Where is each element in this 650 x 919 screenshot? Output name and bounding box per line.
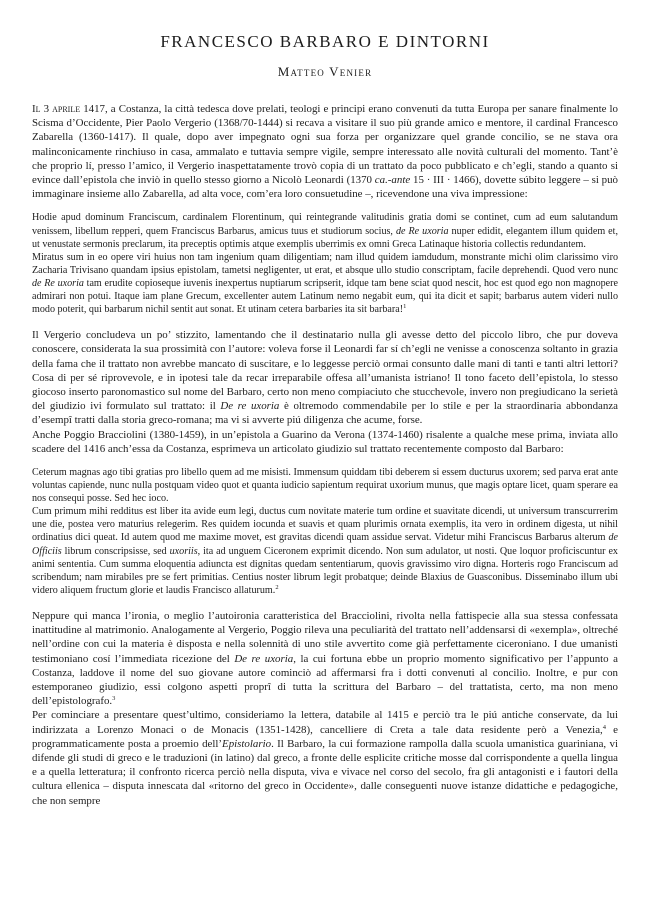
footnote-ref-4[interactable]: 4: [602, 723, 606, 731]
paragraph-1-lead: Il 3 aprile 1417: [32, 103, 105, 115]
quotation-4: Cum primum mihi redditus est liber ita avide eum legi, ductus cum novitate materie tum ordine et suavitate dicendi, ut universum transcurrerim une die, postea vero maturius relegerim. Res quidem iocunda et suavis et quam plurimis ornata exemplis, ita vero in ordinem digesta, ut nihil ordinatius dici queat. Id autem quod me maxime movet, est gravitas dicendi quam assidue servat. Videtur mihi Franciscus Barbarus alterum de Officiis librum conscripsisse, sed uxoriis, ita ad unguem Ciceronem exprimit dicendo. Non sum adulator, ut nosti. Que loquor proficiscuntur ex animi sententia. Cum summa eloquentia adiuncta est dignitas quedam sententiarum, quovis gravissimo viro digna. Horteris rogo Franciscum ad scribendum; nam mirabiles pre se fert primitias. Centius noster librum legit probatque; deinde Blaxius de Guasconibus. Disseminabo illum ubi videro aliquem fructum glorie et laudis Francisco allaturum.$^2$: [32, 506, 618, 596]
quotation-3: Ceterum magnas ago tibi gratias pro libello quem ad me misisti. Immensum quiddam tibi deberem si essem ducturus uxorem; sed parva erat ante voluntas capiende, nunc nulla postquam video quot et quanta iudicio sapientum requirat uxorium munus, que magis optare licet, quam sperare ea nos consequi posse. Sed hec ioco.: [32, 467, 618, 505]
author-name: Matteo Venier: [277, 64, 373, 79]
paragraph-2: Il Vergerio concludeva un po’ stizzito, lamentando che il destinatario nulla gli avesse detto del piccolo libro, che pur doveva conoscere, considerata la sua prossimità con l’autore: voleva forse il Leonardi far sí ch’egli ne venisse a conoscenza soltanto in grazia della fama che il trattato non avrebbe mancato di suscitare, e lo leggesse perciò ormai consunto dalle mani di tanti e tanti altri lettori? Cosa di per sé riprovevole, e in ipotesi tale da recar irreparabile offesa all’umanista istriano! Il tono faceto dell’epistola, lo stesso giocoso inserto paronomastico sul nome del Barbaro, certo non meno compiaciuto che stucchevole, invero non pregiudicano la serietà del giudizio ivi formulato sul trattato: il De re uxoria è oltremodo commendabile per lo stile e per la straordinaria abbondanza d’esempî tratti dalla storia greco-romana; ma vi si avverte piú diligenza che acume, forse.: [32, 329, 618, 427]
paragraph-5: Per cominciare a presentare quest’ultimo, consideriamo la lettera, databile al 1415 e perciò tra le piú antiche conservate, da lui indirizzata a Lorenzo Monaci o de Monacis (1351-1428), cancelliere di Creta a tale data residente però a Venezia,$^4$ e programmaticamente posta a proemio dell’Epistolario. Il Barbaro, la cui formazione rampolla dalla scuola umanistica guariniana, vi difende gli studi di greco e le traduzioni (in latino) dal greco, a fronte delle esplicite critiche mosse dal corrispondente a quella lingua e a quella letteratura; il confronto ricerca perciò nella disputa, viva e vivace nel corso del secolo, fra gli antagonisti e i fautori della cultura ellenica – disputa innescata dal «ritorno del greco in Occidente», dalle conseguenti nuove istanze didattiche e pedagogiche, che non sempre: [32, 709, 618, 807]
footnote-ref-2[interactable]: 2: [275, 583, 279, 591]
quotation-1: Hodie apud dominum Franciscum, cardinalem Florentinum, qui reintegrande valitudinis gratia domi se continet, cum ad eum salutandum venissem, libellum repperi, quem Franciscus Barbarus, amicus tuus et studiorum socius, de Re uxoria nuper edidit, elegantem illum quidem et, ut venustate sermonis preclarum, ita preceptis optimis atque exemplis uberrimis ex omni Greca Latinaque historia collectis redundantem.: [32, 212, 618, 250]
quotation-2: Miratus sum in eo opere viri huius non tam ingenium quam diligentiam; nam illud quidem iamdudum, monstrante michi olim clarissimo viro Zacharia Trivisano quandam ipsius epistolam, tametsi negligenter, ut erat, et absque ullo studio conscriptam, facile deprehendi. Quod vero nunc de Re uxoria tam erudite copioseque iuvenis inexpertus nuptiarum scripserit, idque tam bene sciat quod nescit, hoc est quod ego non magnopere admirari non potui. Itaque iam plane Grecum, excellenter autem Latinum nemo negabit eum, qui ita dicit et sapit; barbarus autem videri nullo modo poterit, qui barbarum nichil sentit aut sonat. Et utinam cetera barbaries ita sit barbara!$^1$: [32, 251, 618, 316]
paragraph-3: Anche Poggio Bracciolini (1380-1459), in un’epistola a Guarino da Verona (1374-1460) risalente a qualche mese prima, inviata allo scadere del 1416 anch’essa da Costanza, esprimeva un articolato giudizio sul trattato recentemente composto dal Barbaro:: [32, 428, 618, 455]
page-title: FRANCESCO BARBARO E DINTORNI: [160, 32, 490, 51]
footnote-ref-3[interactable]: 3: [112, 695, 116, 703]
paragraph-4: Neppure qui manca l’ironia, o meglio l’autoironia caratteristica del Bracciolini, rivolta nella fattispecie alla sua stessa confessata inattitudine al matrimonio. Analogamente al Vergerio, Poggio rileva una peculiarità del trattato nell’addensarsi di «exempla», oltreché nell’ordine con cui la materia è disposta e nella solennità di uno stile avvertito come già perfettamente ciceroniano. I due umanisti testimoniano cosí l’immediata ricezione del De re uxoria, la cui fortuna ebbe un proprio momento significativo per l’appunto a Costanza, laddove il nome del suo giovane autore cominciò ad affermarsi fra i dotti convenuti al concilio. Inoltre, e pur con estemporaneo giudizio, essi colgono aspetti proprî di tutta la scrittura del Barbaro – del trattatista, certo, ma non meno dell’epistolografo.$^3$: [32, 609, 618, 708]
paragraph-1: Il 3 aprile 1417, a Costanza, la città tedesca dove prelati, teologi e principi erano convenuti da tutta Europa per sanare finalmente lo Scisma d’Occidente, Pier Paolo Vergerio (1368/70-1444) si recava a visitare il suo più grande amico e mentore, il cardinal Francesco Zabarella (1360-1417). Il quale, dopo aver impegnato ogni sua forza per organizzare quel grande concilio, se ne stava ora malinconicamente rinchiuso in casa, ammalato e tuttavia sempre vigile, sempre interessato alle novità culturali del momento. Tant’è che proprio lí, presso l’amico, il Vergerio inaspettatamente trovò copia di un trattato da poco pubblicato e ch’egli, stando a quanto si evince dall’epistola che inviò in quello stesso giorno a Nicolò Leonardi (1370 ca.-ante 15 · III · 1466), dovette súbito leggere – si può immaginare insieme allo Zabarella, ad alta voce, com’era loro consuetudine –, ricevendone una viva impressione:: [32, 103, 619, 201]
footnote-ref-1[interactable]: 1: [403, 303, 407, 311]
